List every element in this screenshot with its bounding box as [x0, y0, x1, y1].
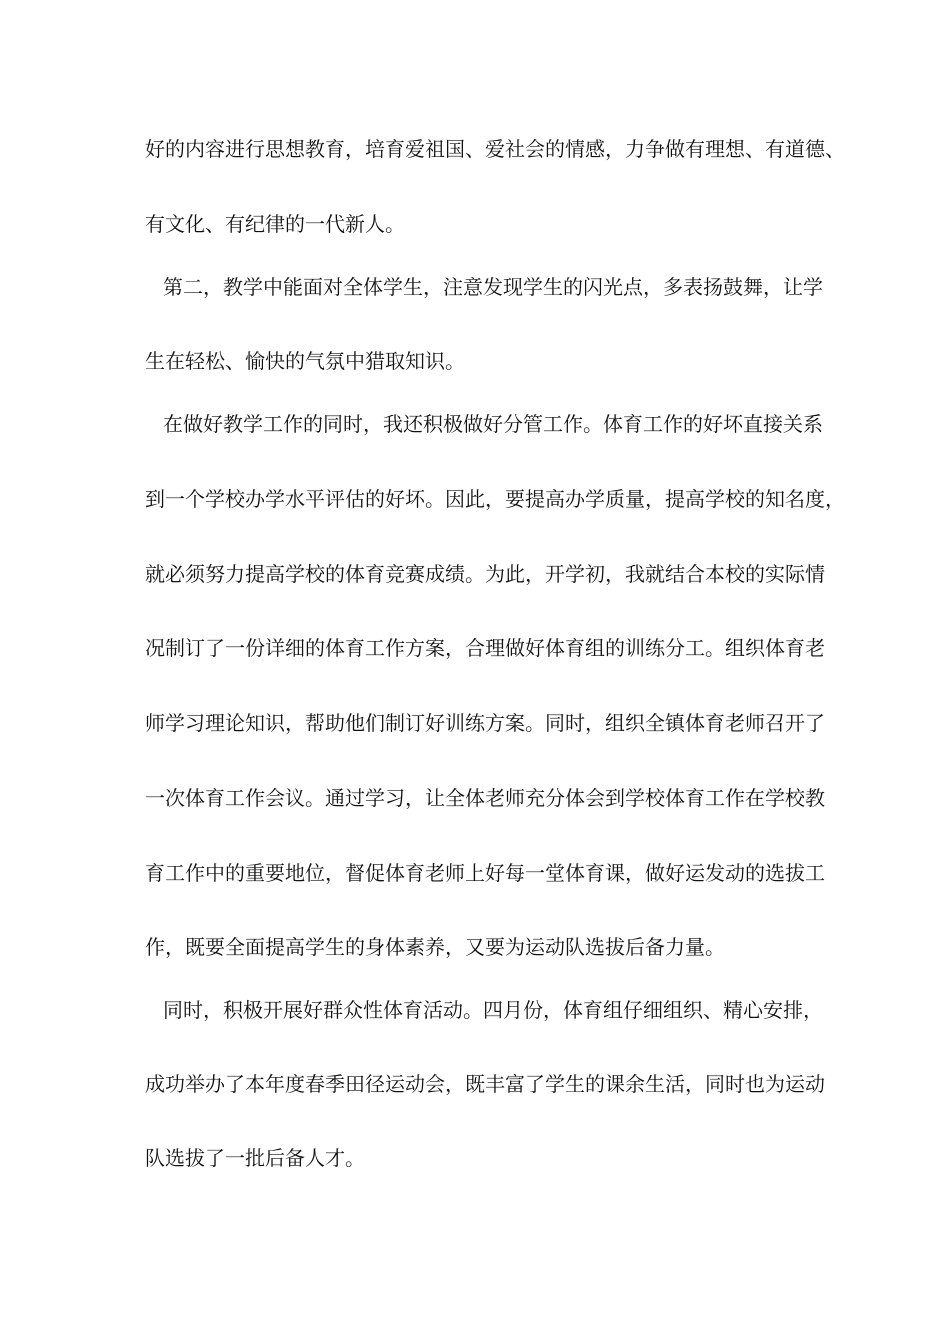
- text-line-12: 作，既要全面提高学生的身体素养，又要为运动队选拔后备力量。: [145, 935, 725, 959]
- text-line-6: 到一个学校办学水平评估的好坏。因此，要提高办学质量，提高学校的知名度，: [145, 487, 845, 511]
- text-line-1: 好的内容进行思想教育，培育爱祖国、爱社会的情感，力争做有理想、有道德、: [145, 137, 845, 161]
- text-line-2: 有文化、有纪律的一代新人。: [145, 212, 405, 236]
- text-line-14: 成功举办了本年度春季田径运动会，既丰富了学生的课余生活，同时也为运动: [145, 1072, 825, 1096]
- paragraph-start-line: 第二，教学中能面对全体学生，注意发现学生的闪光点，多表扬鼓舞，让学: [163, 275, 823, 299]
- text-line-4: 生在轻松、愉快的气氛中猎取知识。: [145, 349, 465, 373]
- text-line-7: 就必须努力提高学校的体育竞赛成绩。为此，开学初，我就结合本校的实际情: [145, 562, 825, 586]
- text-line-15: 队选拔了一批后备人才。: [145, 1146, 365, 1170]
- paragraph-start-line: 同时，积极开展好群众性体育活动。四月份，体育组仔细组织、精心安排，: [163, 998, 823, 1022]
- text-line-8: 况制订了一份详细的体育工作方案，合理做好体育组的训练分工。组织体育老: [145, 636, 825, 660]
- text-line-9: 师学习理论知识，帮助他们制订好训练方案。同时，组织全镇体育老师召开了: [145, 711, 825, 735]
- text-line-10: 一次体育工作会议。通过学习，让全体老师充分体会到学校体育工作在学校教: [145, 786, 825, 810]
- text-line-11: 育工作中的重要地位，督促体育老师上好每一堂体育课，做好运发动的选拔工: [145, 861, 825, 885]
- paragraph-start-line: 在做好教学工作的同时，我还积极做好分管工作。体育工作的好坏直接关系: [163, 412, 823, 436]
